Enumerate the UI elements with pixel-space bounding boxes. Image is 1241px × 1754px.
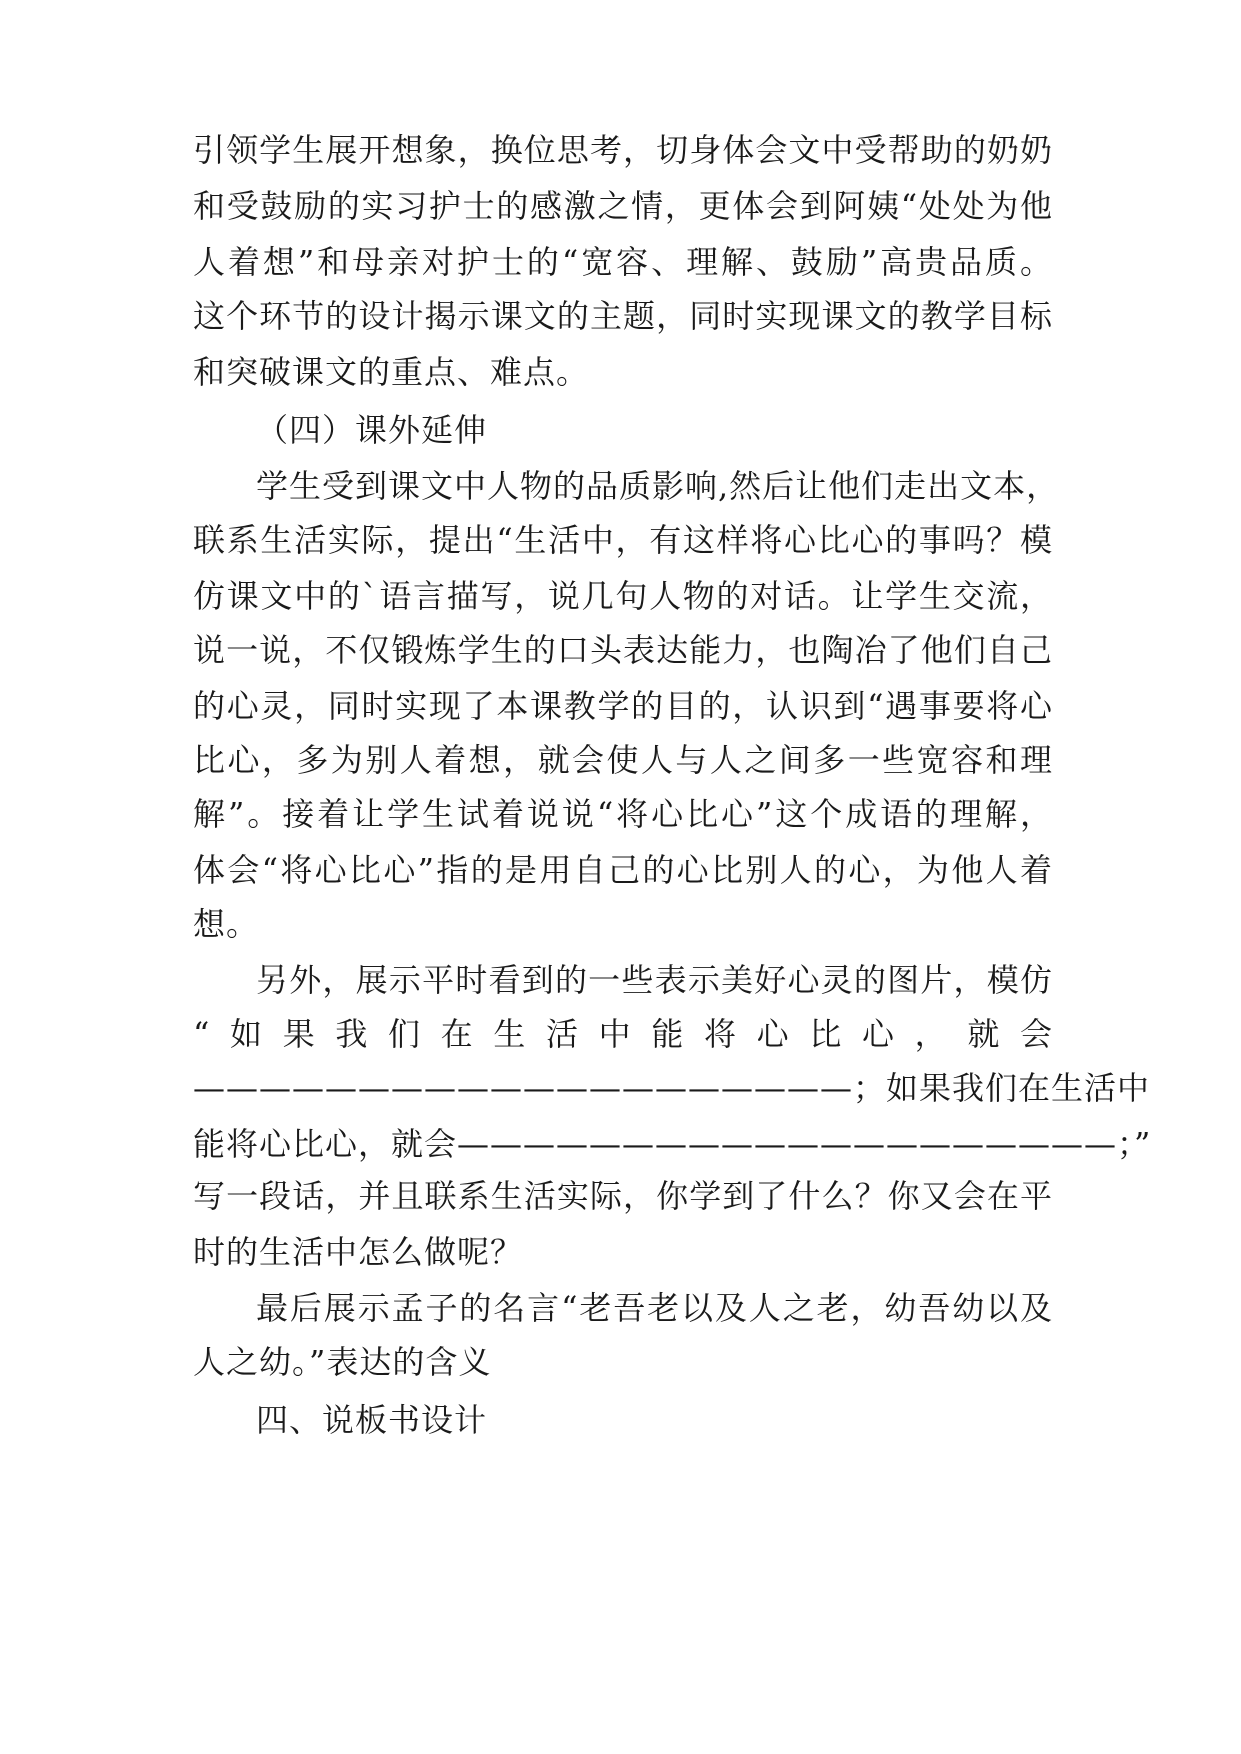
text-line: 四、说板书设计: [256, 1401, 488, 1439]
text-line: 引领学生展开想象，换位思考，切身体会文中受帮助的奶奶: [193, 131, 1053, 169]
text-line: 和突破课文的重点、难点。: [193, 353, 590, 391]
text-line: 学生受到课文中人物的品质影响,然后让他们走出文本，: [256, 467, 1060, 505]
text-line: 比心，多为别人着想，就会使人与人之间多一些宽容和理: [193, 741, 1053, 779]
text-line: 的心灵，同时实现了本课教学的目的，认识到“遇事要将心: [193, 687, 1053, 725]
text-line: 这个环节的设计揭示课文的主题，同时实现课文的教学目标: [193, 297, 1053, 335]
text-line: 和受鼓励的实习护士的感激之情，更体会到阿姨“处处为他: [193, 187, 1053, 225]
text-line: “如果我们在生活中能将心比心，就会: [193, 1015, 1053, 1053]
text-line: 说一说，不仅锻炼学生的口头表达能力，也陶冶了他们自己: [193, 631, 1053, 669]
text-line: 另外，展示平时看到的一些表示美好心灵的图片，模仿: [256, 961, 1053, 999]
text-line: 想。: [193, 905, 260, 943]
text-line: 解”。接着让学生试着说说“将心比心”这个成语的理解，: [193, 795, 1053, 833]
text-line: 体会“将心比心”指的是用自己的心比别人的心，为他人着: [193, 851, 1053, 889]
text-line: 人之幼。”表达的含义: [193, 1343, 492, 1381]
text-line: 联系生活实际，提出“生活中，有这样将心比心的事吗？模: [193, 521, 1053, 559]
text-line: 仿课文中的`语言描写，说几句人物的对话。让学生交流，: [193, 577, 1053, 615]
text-line: 时的生活中怎么做呢？: [193, 1233, 524, 1271]
text-line: 写一段话，并且联系生活实际，你学到了什么？你又会在平: [193, 1177, 1053, 1215]
text-line: 人着想”和母亲对护士的“宽容、理解、鼓励”高贵品质。: [193, 243, 1053, 281]
text-line: ————————————————————；如果我们在生活中: [193, 1069, 1151, 1107]
text-line: （四）课外延伸: [256, 411, 488, 449]
text-line: 最后展示孟子的名言“老吾老以及人之老，幼吾幼以及: [256, 1289, 1053, 1327]
text-line: 能将心比心，就会————————————————————；”: [193, 1125, 1152, 1163]
